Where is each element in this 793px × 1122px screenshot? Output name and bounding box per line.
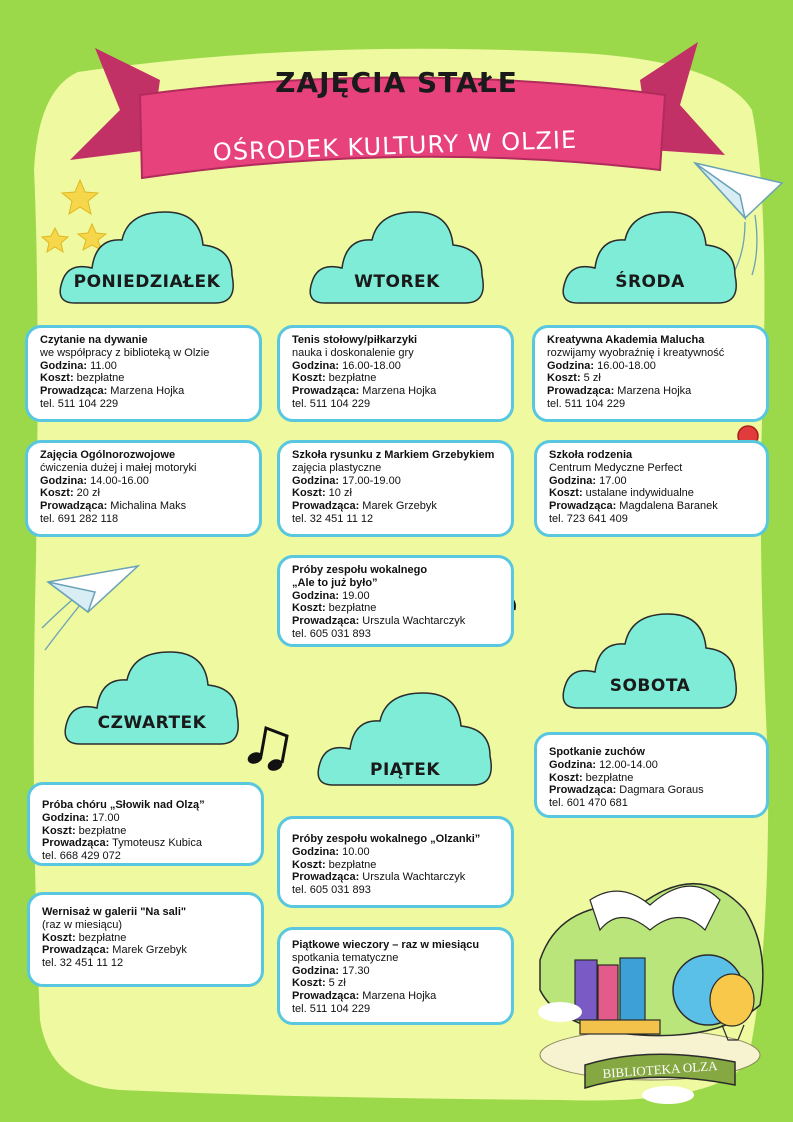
lead-label: Prowadząca: [292, 615, 360, 628]
hours-value: 11.00 [87, 359, 117, 372]
hours-label: Godzina: [42, 811, 90, 824]
cost-label: Koszt: [40, 372, 74, 385]
cost-label: Koszt: [547, 372, 581, 385]
lead-label: Prowadząca: [42, 944, 110, 957]
hours-value: 19.00 [339, 589, 370, 602]
phone-number: tel. 691 282 118 [40, 512, 119, 525]
cost-label: Koszt: [292, 487, 326, 500]
lead-value: Tymoteusz Kubica [109, 837, 202, 850]
activity-name: Szkoła rodzenia [549, 449, 633, 461]
activity-name: Spotkanie zuchów [549, 746, 645, 758]
activity-card [25, 440, 262, 537]
cost-value: bezpłatne [73, 372, 125, 385]
cost-value: bezpłatne [325, 602, 377, 615]
day-label-thursday: CZWARTEK [97, 713, 207, 733]
cost-label: Koszt: [40, 487, 74, 500]
phone-number: tel. 32 451 11 12 [292, 512, 374, 525]
hours-label: Godzina: [292, 474, 340, 487]
phone-number: tel. 668 429 072 [42, 850, 121, 863]
activity-card [277, 555, 514, 647]
lead-label: Prowadząca: [292, 871, 360, 884]
lead-value: Urszula Wachtarczyk [359, 871, 466, 884]
cost-label: Koszt: [292, 372, 326, 385]
lead-value: Michalina Maks [107, 500, 187, 513]
lead-label: Prowadząca: [40, 385, 108, 398]
cost-value: 10 zł [325, 487, 352, 500]
activity-card [25, 325, 262, 422]
cost-value: 20 zł [73, 487, 100, 500]
phone-number: tel. 511 104 229 [292, 397, 371, 410]
cost-label: Koszt: [42, 931, 76, 944]
hours-label: Godzina: [292, 589, 340, 602]
activity-description: ćwiczenia dużej i małej motoryki [40, 461, 197, 474]
cost-label: Koszt: [292, 977, 326, 990]
hours-value: 16.00-18.00 [594, 359, 656, 372]
activity-card [277, 927, 514, 1025]
activity-description: rozwijamy wyobraźnię i kreatywność [547, 346, 725, 359]
activity-description: we współpracy z biblioteką w Olzie [40, 346, 210, 359]
phone-number: tel. 511 104 229 [547, 397, 626, 410]
phone-number: tel. 605 031 893 [292, 884, 371, 897]
lead-label: Prowadząca: [292, 385, 360, 398]
activity-name: Szkoła rysunku z Markiem Grzebykiem [292, 449, 495, 461]
lead-value: Urszula Wachtarczyk [359, 615, 466, 628]
lead-value: Marzena Hojka [107, 385, 185, 398]
cost-value: 5 zł [580, 372, 601, 385]
lead-value: Marzena Hojka [359, 385, 437, 398]
activity-name: Piątkowe wieczory – raz w miesiącu [292, 939, 480, 951]
activity-description: (raz w miesiącu) [42, 918, 123, 931]
cost-label: Koszt: [549, 771, 583, 784]
page-subtitle: OŚRODEK KULTURY W OLZIE [212, 125, 578, 167]
activity-card [277, 325, 514, 422]
activity-name: Zajęcia Ogólnorozwojowe [40, 449, 176, 461]
cost-label: Koszt: [292, 858, 326, 871]
cost-value: bezpłatne [325, 858, 377, 871]
activity-name: Czytanie na dywanie [40, 334, 148, 346]
activity-card [27, 892, 264, 987]
hours-value: 17.00-19.00 [339, 474, 401, 487]
lead-value: Marzena Hojka [359, 990, 437, 1003]
page-title: ZAJĘCIA STAŁE [275, 66, 518, 99]
phone-number: tel. 511 104 229 [292, 1002, 371, 1015]
cost-value: ustalane indywidualne [582, 487, 694, 500]
cost-label: Koszt: [42, 824, 76, 837]
lead-value: Marek Grzebyk [359, 500, 437, 513]
hours-label: Godzina: [549, 758, 597, 771]
day-label-tuesday: WTOREK [354, 272, 440, 292]
lead-label: Prowadząca: [40, 500, 108, 513]
activity-description: spotkania tematyczne [292, 951, 399, 964]
cost-value: bezpłatne [75, 824, 127, 837]
hours-value: 16.00-18.00 [339, 359, 401, 372]
activity-description: zajęcia plastyczne [292, 461, 382, 474]
lead-label: Prowadząca: [549, 500, 617, 513]
hours-label: Godzina: [547, 359, 595, 372]
cost-value: bezpłatne [582, 771, 634, 784]
hours-label: Godzina: [292, 964, 340, 977]
hours-label: Godzina: [40, 474, 88, 487]
cost-label: Koszt: [292, 602, 326, 615]
lead-label: Prowadząca: [549, 784, 617, 797]
cost-value: 5 zł [325, 977, 346, 990]
lead-label: Prowadząca: [547, 385, 615, 398]
day-label-friday: PIĄTEK [369, 760, 440, 780]
day-label-wednesday: ŚRODA [615, 272, 685, 292]
activity-card [277, 440, 514, 537]
activity-card [534, 732, 769, 818]
cost-value: bezpłatne [75, 931, 127, 944]
library-badge-text: BIBLIOTEKA OLZA [601, 1058, 718, 1082]
lead-value: Marzena Hojka [614, 385, 692, 398]
hours-label: Godzina: [549, 474, 597, 487]
cost-label: Koszt: [549, 487, 583, 500]
hours-value: 17.00 [596, 474, 627, 487]
hours-value: 12.00-14.00 [596, 758, 658, 771]
activity-name: Próby zespołu wokalnego „Olzanki” [292, 833, 481, 845]
activity-name: Tenis stołowy/piłkarzyki [292, 334, 418, 346]
activity-name: Próby zespołu wokalnego [292, 564, 428, 576]
hours-value: 10.00 [339, 845, 370, 858]
lead-label: Prowadząca: [292, 500, 360, 513]
hours-value: 14.00-16.00 [87, 474, 149, 487]
activity-card [532, 325, 769, 422]
phone-number: tel. 511 104 229 [40, 397, 119, 410]
hours-value: 17.00 [89, 811, 120, 824]
activity-card [277, 816, 514, 908]
day-label-monday: PONIEDZIAŁEK [73, 272, 221, 292]
hours-label: Godzina: [292, 359, 340, 372]
lead-value: Marek Grzebyk [109, 944, 187, 957]
lead-value: Magdalena Baranek [616, 500, 718, 513]
phone-number: tel. 601 470 681 [549, 797, 628, 810]
phone-number: tel. 605 031 893 [292, 627, 371, 640]
hours-label: Godzina: [292, 845, 340, 858]
lead-value: Dagmara Goraus [616, 784, 704, 797]
phone-number: tel. 32 451 11 12 [42, 957, 124, 970]
activity-name: Wernisaż w galerii "Na sali" [42, 906, 187, 918]
activity-description: nauka i doskonalenie gry [292, 346, 414, 359]
hours-value: 17.30 [339, 964, 370, 977]
phone-number: tel. 723 641 409 [549, 512, 628, 525]
activity-name-line2: „Ale to już było” [292, 576, 378, 589]
activity-card [27, 782, 264, 866]
day-label-saturday: SOBOTA [609, 676, 691, 696]
activity-card [534, 440, 769, 537]
activity-name: Próba chóru „Słowik nad Olzą” [42, 799, 205, 811]
cost-value: bezpłatne [325, 372, 377, 385]
lead-label: Prowadząca: [42, 837, 110, 850]
hours-label: Godzina: [40, 359, 88, 372]
activity-name: Kreatywna Akademia Malucha [547, 334, 705, 346]
lead-label: Prowadząca: [292, 990, 360, 1003]
activity-description: Centrum Medyczne Perfect [549, 461, 683, 474]
